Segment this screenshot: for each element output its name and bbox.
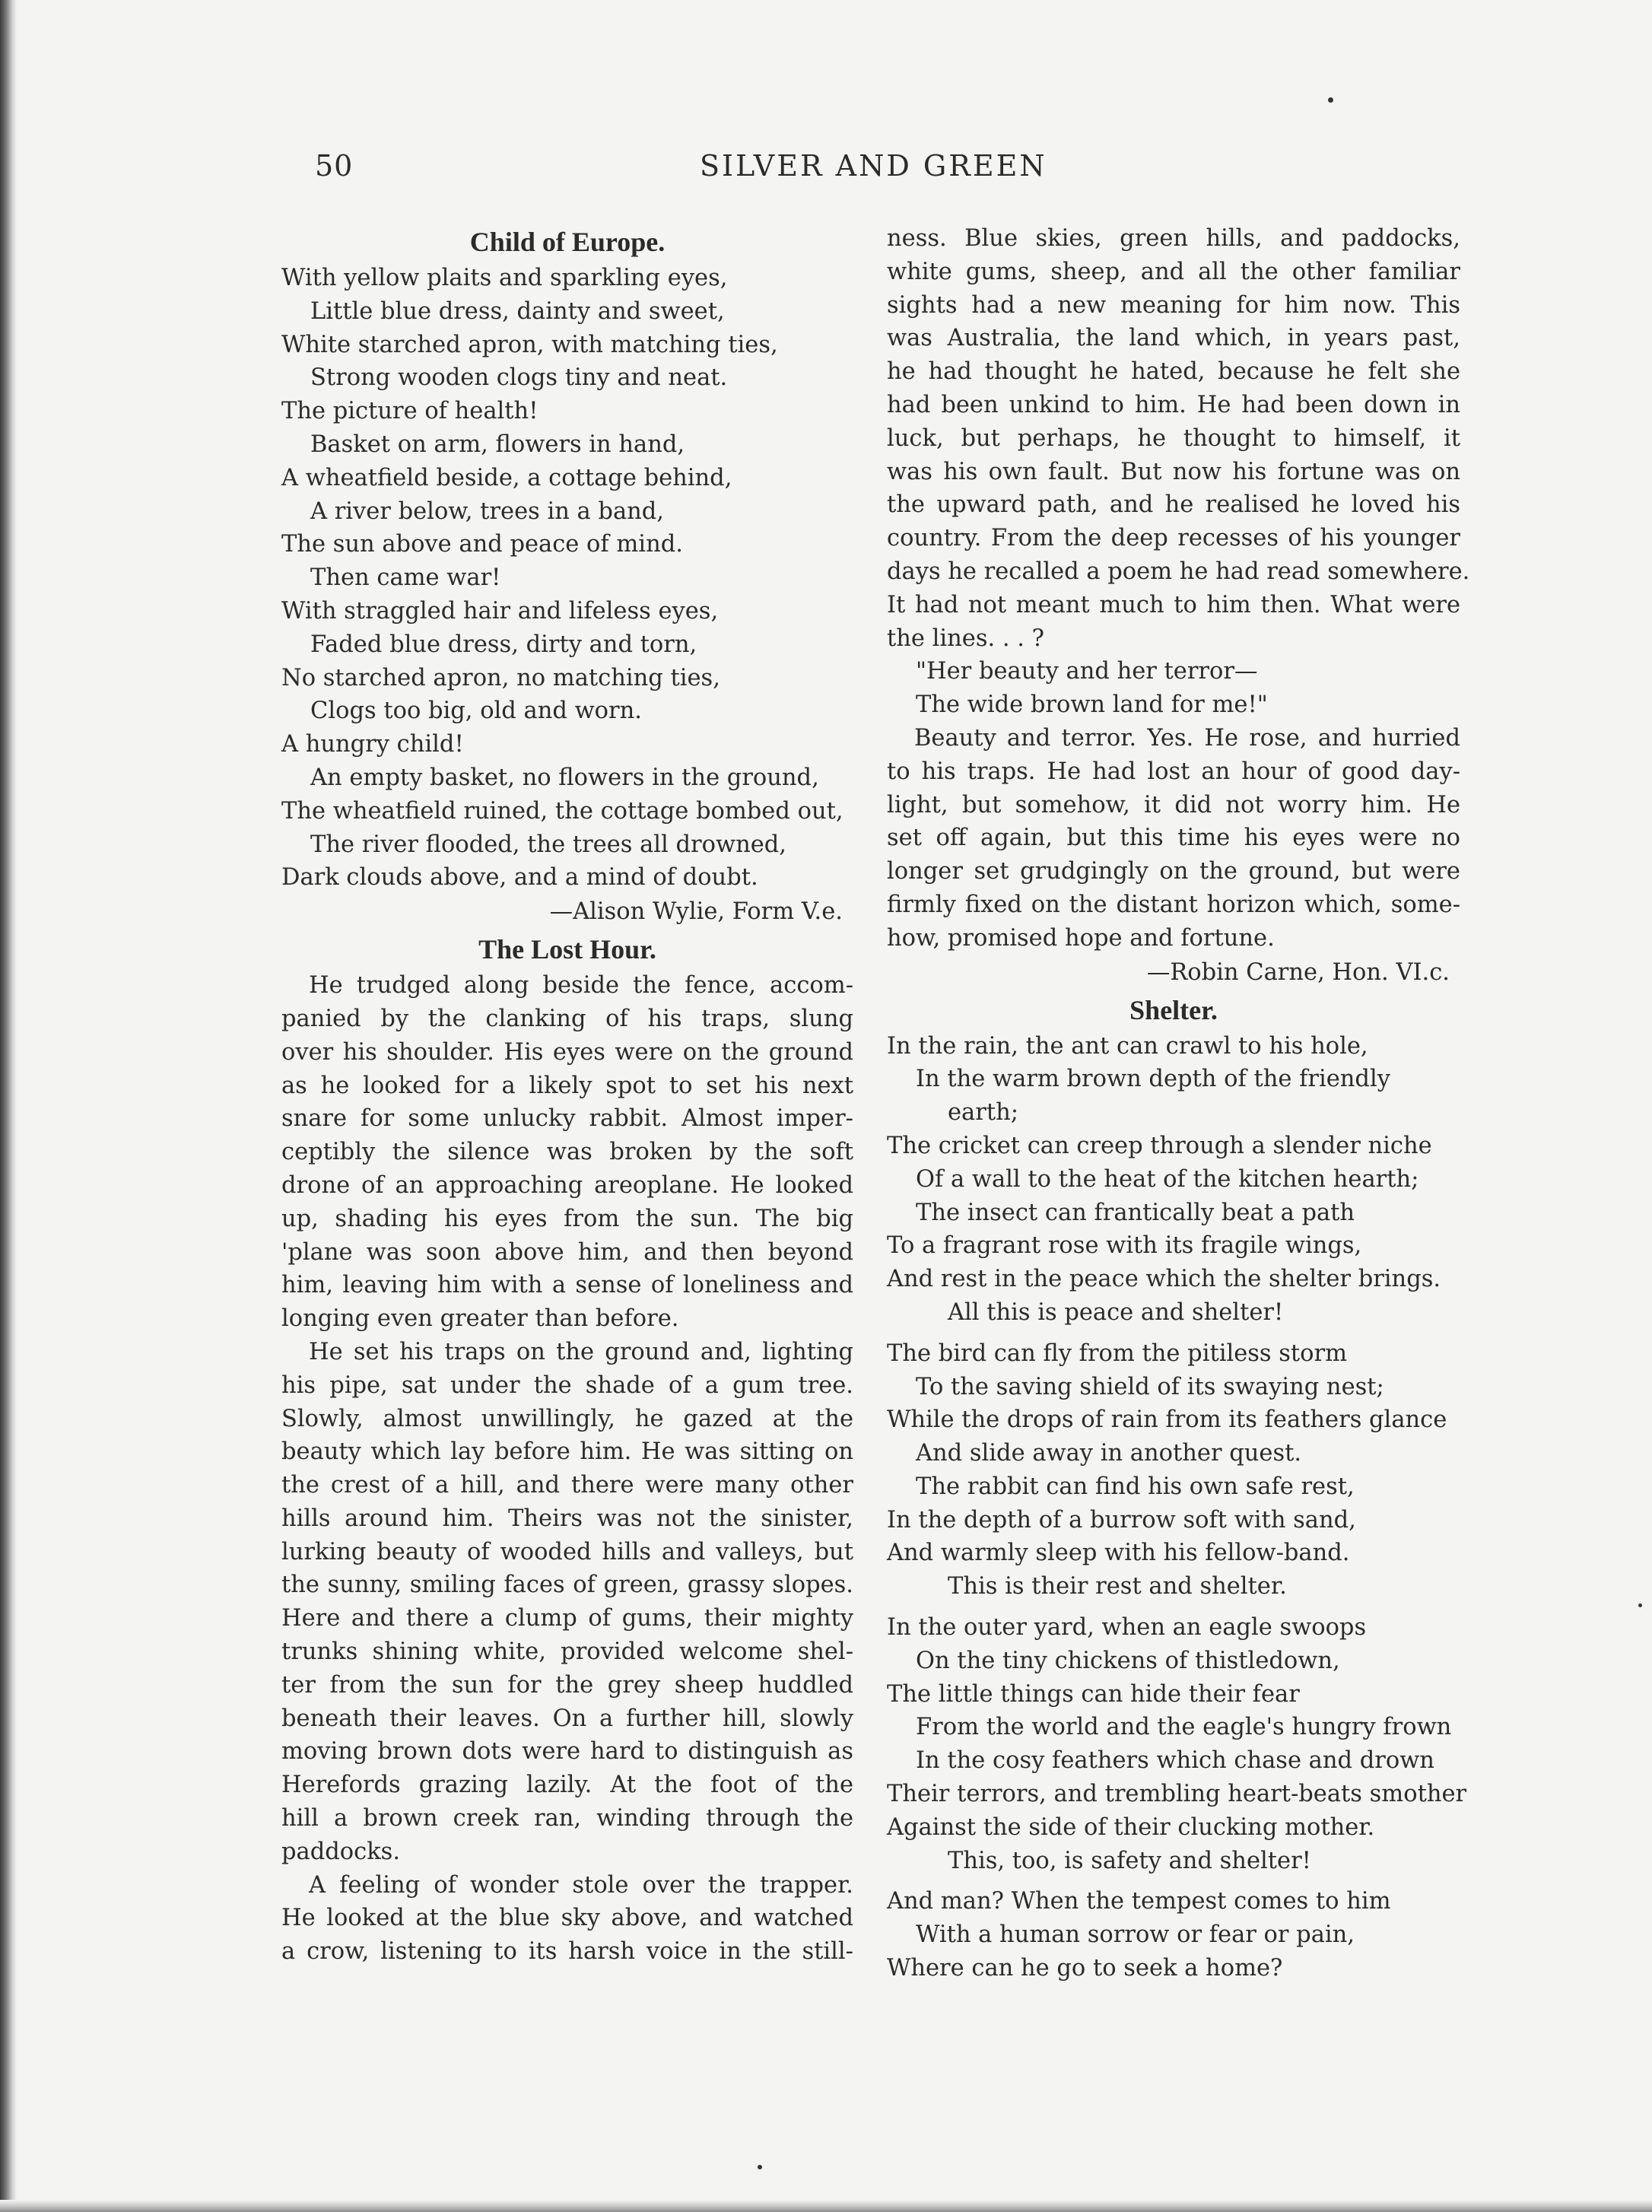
story-paragraph (281, 969, 853, 1336)
poem-line: And warmly sleep with his fellow-band. (887, 1540, 1350, 1567)
poem-title-child-of-europe: Child of Europe. (469, 227, 666, 257)
poem-line: From the world and the eagle's hungry frown (916, 1714, 1452, 1741)
poem-line: A river below, trees in a band, (310, 497, 665, 525)
poem-line: The little things can hide their fear (887, 1680, 1300, 1708)
story-line: A feeling of wonder stole over the trapper. (309, 1871, 853, 1899)
story-line: drone of an approaching areoplane. He looked (281, 1171, 853, 1199)
story-line: He set his traps on the ground and, lighting (309, 1338, 853, 1365)
story-line: beauty which lay before him. He was sitting on (281, 1438, 853, 1466)
poem-line: Basket on arm, flowers in hand, (310, 431, 685, 458)
poem-line: Where can he go to seek a home? (887, 1955, 1283, 1982)
left-column (281, 222, 853, 1969)
story-line: country. From the deep recesses of his younger (887, 525, 1460, 552)
story-line: he had thought he hated, because he felt she (887, 358, 1460, 386)
poem-line: In the warm brown depth of the friendly (916, 1066, 1390, 1093)
story-line: paddocks. (281, 1838, 401, 1865)
poem-line: An empty basket, no flowers in the ground, (310, 764, 819, 791)
running-title: SILVER AND GREEN (700, 149, 1047, 183)
poem-stanza (887, 1030, 1460, 1330)
poem-line: The picture of health! (281, 398, 538, 425)
poem-line: White starched apron, with matching ties, (281, 331, 778, 358)
poem-line: Of a wall to the heat of the kitchen hearth; (916, 1165, 1419, 1193)
story-line: ceptibly the silence was broken by the soft (281, 1139, 853, 1166)
poem-line: While the drops of rain from its feathers glance (887, 1406, 1447, 1434)
poem-line: Then came war! (310, 564, 501, 592)
story-line: Here and there a clump of gums, their mighty (281, 1605, 853, 1632)
story-paragraph-continued (887, 222, 1470, 655)
story-line: longing even greater than before. (281, 1305, 679, 1333)
story-line: to his traps. He had lost an hour of good day- (887, 758, 1460, 785)
story-line: had been unkind to him. He had been down in (887, 391, 1460, 418)
story-line: firmly fixed on the distant horizon which, some- (887, 891, 1460, 918)
story-line: as he looked for a likely spot to set his next (281, 1072, 853, 1099)
poem-title-shelter: Shelter. (1129, 994, 1218, 1025)
story-line: panied by the clanking of his traps, slung (281, 1005, 853, 1032)
story-line: Herefords grazing lazily. At the foot of the (281, 1772, 853, 1799)
page-bottom-edge (0, 2200, 1652, 2212)
story-line: days he recalled a poem he had read somewhere. (887, 558, 1470, 585)
page-number: 50 (315, 149, 354, 183)
poem-line: This is their rest and shelter. (948, 1573, 1287, 1600)
story-paragraph (281, 1869, 853, 1969)
poem-line: Little blue dress, dainty and sweet, (310, 297, 725, 325)
story-line: up, shading his eyes from the sun. The big (281, 1205, 853, 1232)
story-line: 'plane was soon above him, and then beyond (281, 1238, 853, 1266)
poem-line: The river flooded, the trees all drowned, (310, 831, 786, 858)
story-line: trunks shining white, provided welcome shel- (281, 1638, 853, 1666)
story-paragraph (887, 722, 1460, 955)
story-line: ness. Blue skies, green hills, and paddocks, (887, 225, 1460, 252)
poem-line: Their terrors, and trembling heart-beats smother (887, 1781, 1467, 1808)
poem-line: The insect can frantically beat a path (916, 1199, 1355, 1226)
story-line: him, leaving him with a sense of loneliness and (281, 1272, 853, 1299)
story-line: beneath their leaves. On a further hill, slowly (281, 1705, 853, 1732)
story-line: hill a brown creek ran, winding through the (281, 1805, 853, 1832)
poem-line: And slide away in another quest. (916, 1440, 1302, 1467)
poem-line: A hungry child! (281, 731, 464, 758)
poem-line: The sun above and peace of mind. (281, 531, 683, 558)
poem-line: With a human sorrow or fear or pain, (916, 1921, 1355, 1949)
poem-line: The cricket can creep through a slender niche (887, 1132, 1432, 1159)
poem-line: This, too, is safety and shelter! (948, 1847, 1311, 1874)
poem-line: To the saving shield of its swaying nest; (916, 1373, 1384, 1400)
story-line: sights had a new meaning for him now. This (887, 291, 1460, 319)
story-line: luck, but perhaps, he thought to himself, it (887, 424, 1460, 452)
poem-line: Against the side of their clucking mother. (887, 1813, 1375, 1841)
story-line: lurking beauty of wooded hills and valleys, but (281, 1538, 853, 1565)
poem-line: Faded blue dress, dirty and torn, (310, 631, 697, 658)
poem-line: earth; (948, 1099, 1018, 1127)
poem-stanza (887, 1885, 1460, 1985)
poem-line: Clogs too big, old and worn. (310, 698, 642, 725)
story-line: light, but somehow, it did not worry him. He (887, 791, 1460, 818)
ink-speck (1328, 97, 1333, 103)
poem-line: A wheatfield beside, a cottage behind, (281, 464, 732, 491)
story-line: ter from the sun for the grey sheep huddled (281, 1671, 853, 1699)
story-line: the crest of a hill, and there were many other (281, 1472, 853, 1499)
poem-line: In the outer yard, when an eagle swoops (887, 1614, 1367, 1642)
story-line: It had not meant much to him then. What were (887, 591, 1460, 618)
author-signature: —Alison Wylie, Form V.e. (549, 898, 843, 926)
story-line: He trudged along beside the fence, accom- (309, 972, 853, 1000)
quote-line: "Her beauty and her terror— (916, 658, 1258, 685)
story-line: snare for some unlucky rabbit. Almost imper- (281, 1105, 853, 1133)
poem-stanza (887, 1337, 1460, 1603)
story-line: white gums, sheep, and all the other familiar (887, 258, 1460, 285)
author-signature: —Robin Carne, Hon. VI.c. (1146, 958, 1450, 986)
story-line: Beauty and terror. Yes. He rose, and hurried (914, 724, 1460, 752)
ink-speck (1638, 1603, 1642, 1607)
story-line: over his shoulder. His eyes were on the ground (281, 1038, 853, 1066)
story-line: Slowly, almost unwillingly, he gazed at the (281, 1405, 853, 1432)
poem-line: Dark clouds above, and a mind of doubt. (281, 864, 758, 891)
story-line: hills around him. Theirs was not the sinister, (281, 1505, 853, 1532)
poem-child-of-europe (281, 262, 853, 895)
poem-line: And rest in the peace which the shelter brings. (887, 1266, 1441, 1293)
story-line: the sunny, smiling faces of green, grassy slopes. (281, 1572, 853, 1599)
poem-line: The rabbit can find his own safe rest, (916, 1473, 1355, 1500)
story-line: how, promised hope and fortune. (887, 924, 1275, 952)
page-binding-shadow (0, 0, 17, 2212)
poem-stanza (887, 1611, 1467, 1877)
poem-line: With straggled hair and lifeless eyes, (281, 597, 719, 625)
story-line: his pipe, sat under the shade of a gum tree. (281, 1371, 853, 1399)
story-paragraph (281, 1336, 853, 1869)
story-line: moving brown dots were hard to distinguish as (281, 1738, 853, 1765)
poem-line: In the rain, the ant can crawl to his hole, (887, 1032, 1368, 1060)
poem-line: Strong wooden clogs tiny and neat. (310, 364, 728, 392)
right-column (887, 222, 1470, 1985)
story-line: the lines. . . ? (887, 625, 1045, 652)
poem-line: In the depth of a burrow soft with sand, (887, 1506, 1356, 1533)
story-line: was his own fault. But now his fortune was on (887, 458, 1460, 485)
story-line: was Australia, the land which, in years past, (887, 325, 1460, 352)
poem-line: All this is peace and shelter! (948, 1298, 1284, 1326)
poem-line: To a fragrant rose with its fragile wings, (887, 1232, 1362, 1260)
quoted-verse (887, 655, 1460, 722)
ink-speck (758, 2165, 762, 2169)
poem-line: On the tiny chickens of thistledown, (916, 1647, 1340, 1674)
poem-line: The wheatfield ruined, the cottage bombed out, (281, 797, 843, 825)
story-line: He looked at the blue sky above, and watched (281, 1905, 853, 1932)
poem-line: The bird can fly from the pitiless storm (887, 1340, 1348, 1367)
poem-line: No starched apron, no matching ties, (281, 664, 720, 691)
quote-line: The wide brown land for me!" (916, 691, 1268, 719)
story-line: a crow, listening to its harsh voice in the still- (281, 1938, 853, 1966)
story-line: set off again, but this time his eyes were no (887, 825, 1460, 852)
poem-line: And man? When the tempest comes to him (887, 1888, 1391, 1915)
story-line: longer set grudgingly on the ground, but were (887, 858, 1460, 885)
story-line: the upward path, and he realised he loved his (887, 491, 1460, 519)
poem-line: With yellow plaits and sparkling eyes, (281, 265, 728, 291)
poem-line: In the cosy feathers which chase and drown (916, 1747, 1434, 1775)
story-title-the-lost-hour: The Lost Hour. (478, 934, 656, 965)
